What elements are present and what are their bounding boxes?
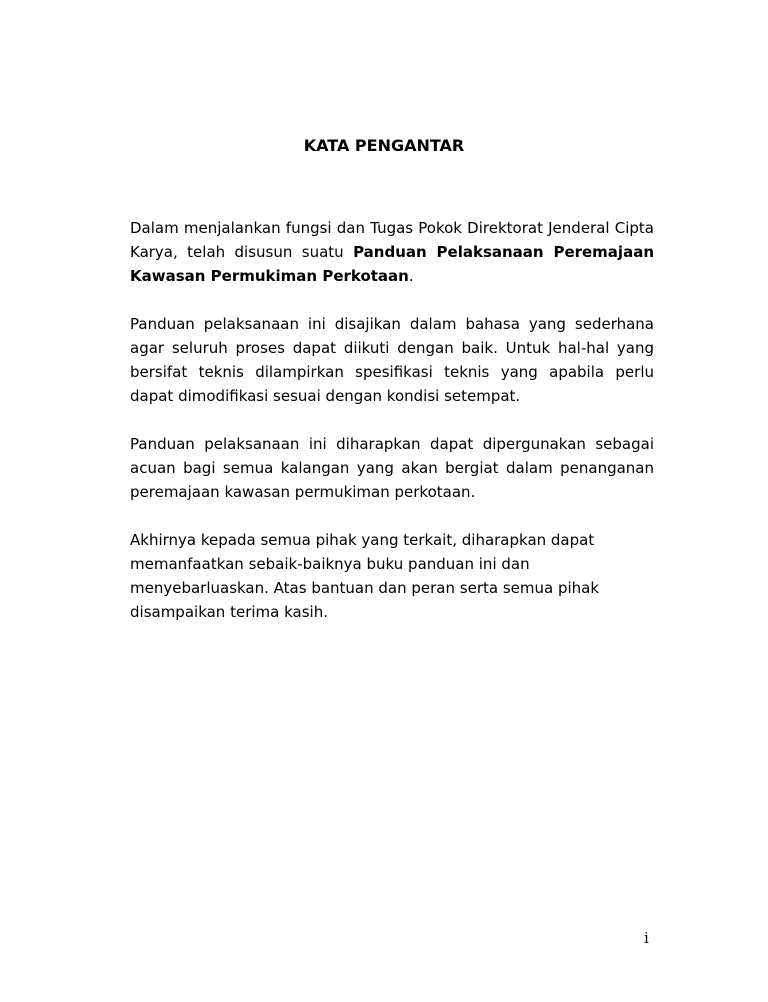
page-number: i xyxy=(644,929,649,947)
paragraph-intro-text: Dalam menjalankan fungsi dan Tugas Pokok Direktorat Jenderal Cipta Karya, telah disusun suatu xyxy=(130,219,654,261)
document-body xyxy=(130,216,654,648)
paragraph-description: Panduan pelaksanaan ini disajikan dalam bahasa yang sederhana agar seluruh proses dapat diikuti dengan baik. Untuk hal-hal yang bersifat teknis dilampirkan spesifikasi teknis yang apabila perlu dapat dimodifikasi sesuai dengan kondisi setempat. xyxy=(130,315,654,405)
paragraph-intro-end: . xyxy=(408,267,414,285)
page-title: KATA PENGANTAR xyxy=(303,136,465,155)
paragraph-closing: Akhirnya kepada semua pihak yang terkait, diharapkan dapat memanfaatkan sebaik-baiknya buku panduan ini dan menyebarluaskan. Atas bantuan dan peran serta semua pihak disampaikan terima kasih. xyxy=(130,531,600,621)
paragraph-intro xyxy=(130,216,654,288)
publication-title: Panduan Pelaksanaan Peremajaan Kawasan Permukiman Perkotaan xyxy=(130,243,654,285)
paragraph-purpose: Panduan pelaksanaan ini diharapkan dapat dipergunakan sebagai acuan bagi semua kalangan yang akan bergiat dalam penanganan peremajaan kawasan permukiman perkotaan. xyxy=(130,435,654,501)
